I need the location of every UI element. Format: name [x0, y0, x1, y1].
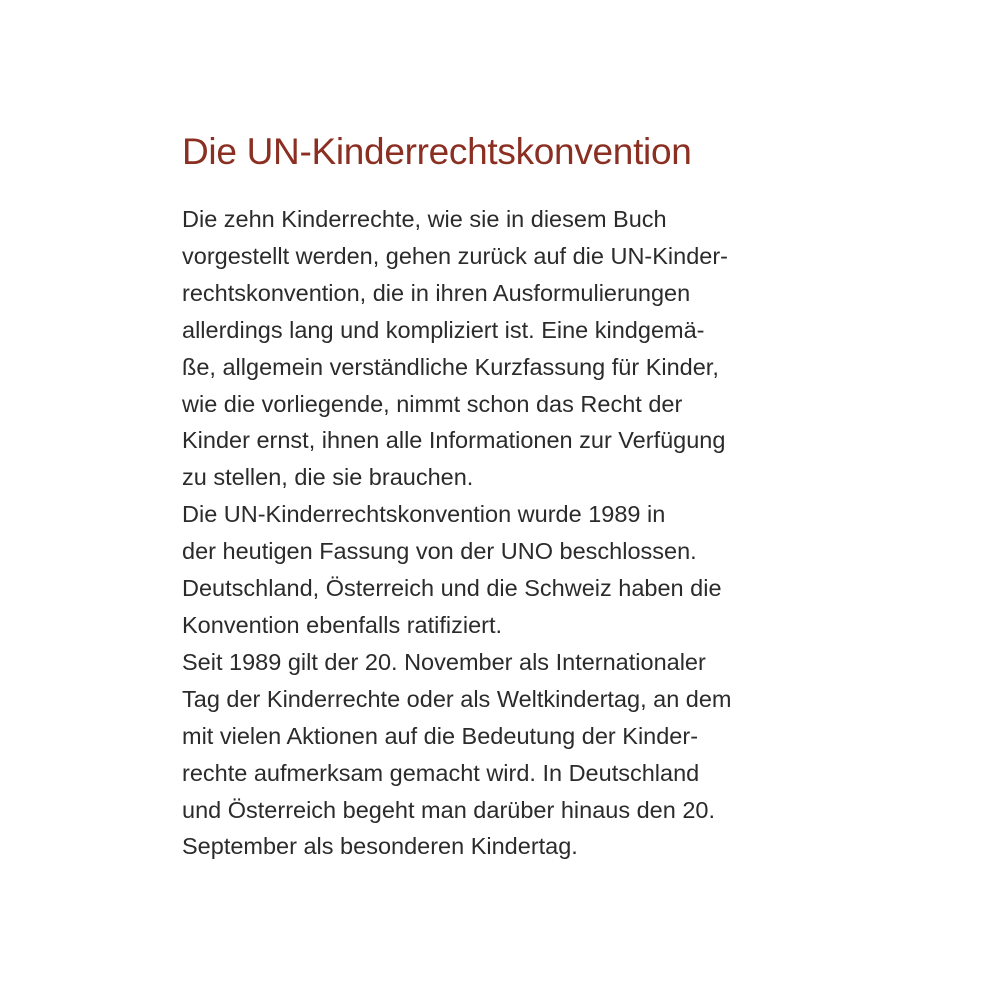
text-line: rechte aufmerksam gemacht wird. In Deutschland — [182, 759, 700, 786]
page-title: Die UN-Kinderrechtskonvention — [182, 131, 692, 172]
paragraph-intro — [182, 201, 862, 496]
text-line: Die zehn Kinderrechte, wie sie in diesem Buch — [182, 206, 667, 232]
text-line: mit vielen Aktionen auf die Bedeutung der Kinder- — [182, 722, 699, 749]
paragraph-childrens-day — [182, 644, 862, 865]
text-line: Deutschland, Österreich und die Schweiz haben die — [182, 575, 722, 602]
text-line: und Österreich begeht man darüber hinaus den 20. — [182, 796, 716, 823]
text-line: vorgestellt werden, gehen zurück auf die UN-Kinder- — [182, 242, 728, 269]
text-line: Seit 1989 gilt der 20. November als Internationaler — [182, 648, 706, 675]
text-line: allerdings lang und kompliziert ist. Eine kindgemä- — [182, 316, 705, 343]
text-line: ße, allgemein verständliche Kurzfassung für Kinder, — [182, 353, 719, 380]
text-line: rechtskonvention, die in ihren Ausformulierungen — [182, 279, 691, 306]
text-line: Kinder ernst, ihnen alle Informationen zur Verfügung — [182, 427, 726, 454]
body-text — [182, 201, 862, 865]
paragraph-adoption — [182, 496, 862, 644]
text-line: September als besonderen Kindertag. — [182, 833, 578, 860]
text-line: Tag der Kinderrechte oder als Weltkindertag, an dem — [182, 685, 732, 712]
text-line: Konvention ebenfalls ratifiziert. — [182, 611, 503, 638]
text-line: zu stellen, die sie brauchen. — [182, 464, 474, 491]
text-line: Die UN-Kinderrechtskonvention wurde 1989 in — [182, 501, 666, 528]
text-line: wie die vorliegende, nimmt schon das Recht der — [182, 390, 683, 417]
text-line: der heutigen Fassung von der UNO beschlossen. — [182, 538, 697, 565]
